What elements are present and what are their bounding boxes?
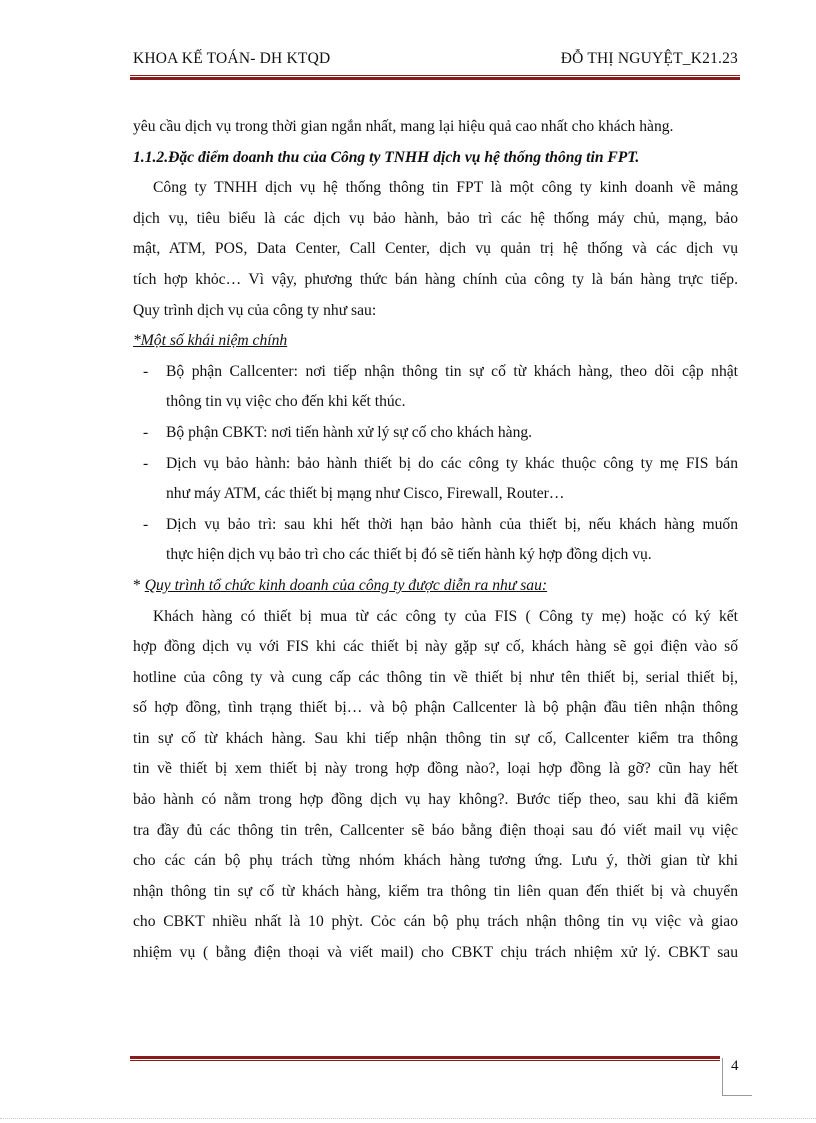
list-item-line: Bộ phận CBKT: nơi tiến hành xử lý sự cố cho khách hàng. xyxy=(166,423,533,441)
bullet-dash: - xyxy=(143,454,149,472)
page-header xyxy=(133,50,738,72)
page-number-vertical-rule xyxy=(722,1058,723,1096)
paragraph-line: nhận thông tin sự cố từ khách hàng, kiểm tra thông tin liên quan đến thiết bị và chuyển xyxy=(133,882,738,900)
paragraph-line: cho các cán bộ phụ trách từng nhóm khách hàng tương ứng. Lưu ý, thời gian từ khi xyxy=(133,852,738,870)
paragraph-line: số hợp đồng, tình trạng thiết bị… và bộ phận Callcenter là bộ phận đầu tiên nhận thông xyxy=(133,699,738,717)
bullet-dash: - xyxy=(143,515,149,533)
page-number: 4 xyxy=(731,1058,739,1074)
list-item-line: Dịch vụ bảo trì: sau khi hết thời hạn bảo hành của thiết bị, nếu khách hàng muốn xyxy=(166,515,738,533)
list-item-line: Bộ phận Callcenter: nơi tiếp nhận thông tin sự cố từ khách hàng, theo dõi cập nhật xyxy=(166,362,738,380)
page-bottom-dotted-line xyxy=(0,1118,816,1120)
header-author: ĐỖ THỊ NGUYỆT_K21.23 xyxy=(560,50,738,67)
paragraph-line: bảo hành có nằm trong hợp đồng dịch vụ hay không?. Bước tiếp theo, sau khi đã kiểm xyxy=(133,791,738,809)
footer-rule xyxy=(130,1056,720,1062)
paragraph-line: nhiệm vụ ( bằng điện thoại và viết mail) cho CBKT chịu trách nhiệm xử lý. CBKT sau xyxy=(133,944,738,962)
header-rule-thick xyxy=(130,77,740,80)
header-rule-thin xyxy=(130,75,740,76)
paragraph-line: hợp đồng dịch vụ với FIS khi các thiết bị này gặp sự cố, khách hàng sẽ gọi điện vào số xyxy=(133,638,738,656)
intro-paragraph xyxy=(133,173,738,326)
footer-rule-thick xyxy=(130,1056,720,1059)
concepts-title: *Một số khái niệm chính xyxy=(133,332,288,350)
process-paragraph xyxy=(133,602,738,969)
paragraph-line: hotline của công ty và cung cấp các thông tin về thiết bị như tên thiết bị, serial thiết bị, xyxy=(133,668,738,686)
process-title-text: Quy trình tổ chức kinh doanh của công ty được diễn ra như sau: xyxy=(144,576,548,594)
header-rule xyxy=(130,75,740,81)
paragraph-line: tích hợp khỏc… Vì vậy, phương thức bán hàng chính của công ty là bán hàng trực tiếp. xyxy=(133,270,738,288)
list-item-line: như máy ATM, các thiết bị mạng như Cisco, Firewall, Router… xyxy=(166,485,565,503)
paragraph-line: cho CBKT nhiều nhất là 10 phỳt. Cỏc cán bộ phụ trách nhận thông tin vụ việc và giao xyxy=(133,913,738,931)
paragraph-line: dịch vụ, tiêu biểu là các dịch vụ bảo hành, bảo trì các hệ thống máy chủ, mạng, bảo xyxy=(133,209,738,227)
bullet-dash: - xyxy=(143,423,149,441)
paragraph-line: tin sự cố từ khách hàng. Sau khi tiếp nhận thông tin sự cố, Callcenter kiểm tra thông xyxy=(133,729,738,747)
list-item xyxy=(133,449,738,510)
list-item-line: Dịch vụ bảo hành: bảo hành thiết bị do các công ty khác thuộc công ty mẹ FIS bán xyxy=(166,454,738,472)
list-item xyxy=(133,357,738,418)
process-title xyxy=(133,571,738,602)
paragraph-line: Công ty TNHH dịch vụ hệ thống thông tin FPT là một công ty kinh doanh về mảng xyxy=(153,179,738,197)
body-text xyxy=(133,112,738,969)
page-number-horizontal-rule xyxy=(722,1095,752,1096)
paragraph-line: mật, ATM, POS, Data Center, Call Center, dịch vụ quản trị hệ thống và các dịch vụ xyxy=(133,240,738,258)
list-item-line: thực hiện dịch vụ bảo trì cho các thiết bị đó sẽ tiến hành ký hợp đồng dịch vụ. xyxy=(166,546,652,564)
section-heading: 1.1.2.Đặc điểm doanh thu của Công ty TNHH dịch vụ hệ thống thông tin FPT. xyxy=(133,148,640,166)
process-title-prefix: * xyxy=(133,576,145,594)
list-item-line: thông tin vụ việc cho đến khi kết thúc. xyxy=(166,393,406,411)
list-item xyxy=(133,418,738,449)
paragraph-line: tra đầy đủ các thông tin trên, Callcenter sẽ báo bằng điện thoại sau đó viết mail vụ việc xyxy=(133,821,738,839)
bullet-dash: - xyxy=(143,362,149,380)
continuation-line: yêu cầu dịch vụ trong thời gian ngắn nhất, mang lại hiệu quả cao nhất cho khách hàng. xyxy=(133,118,674,135)
paragraph-line: tin về thiết bị xem thiết bị này trong hợp đồng nào?, loại hợp đồng là gỡ? cũn hay hết xyxy=(133,760,738,778)
footer-rule-thin xyxy=(130,1060,720,1061)
concepts-list xyxy=(133,357,738,571)
paragraph-line: Khách hàng có thiết bị mua từ các công ty của FIS ( Công ty mẹ) hoặc có ký kết xyxy=(153,607,738,625)
list-item xyxy=(133,510,738,571)
paragraph-line: Quy trình dịch vụ của công ty như sau: xyxy=(133,301,377,319)
header-department: KHOA KẾ TOÁN- DH KTQD xyxy=(133,50,331,67)
